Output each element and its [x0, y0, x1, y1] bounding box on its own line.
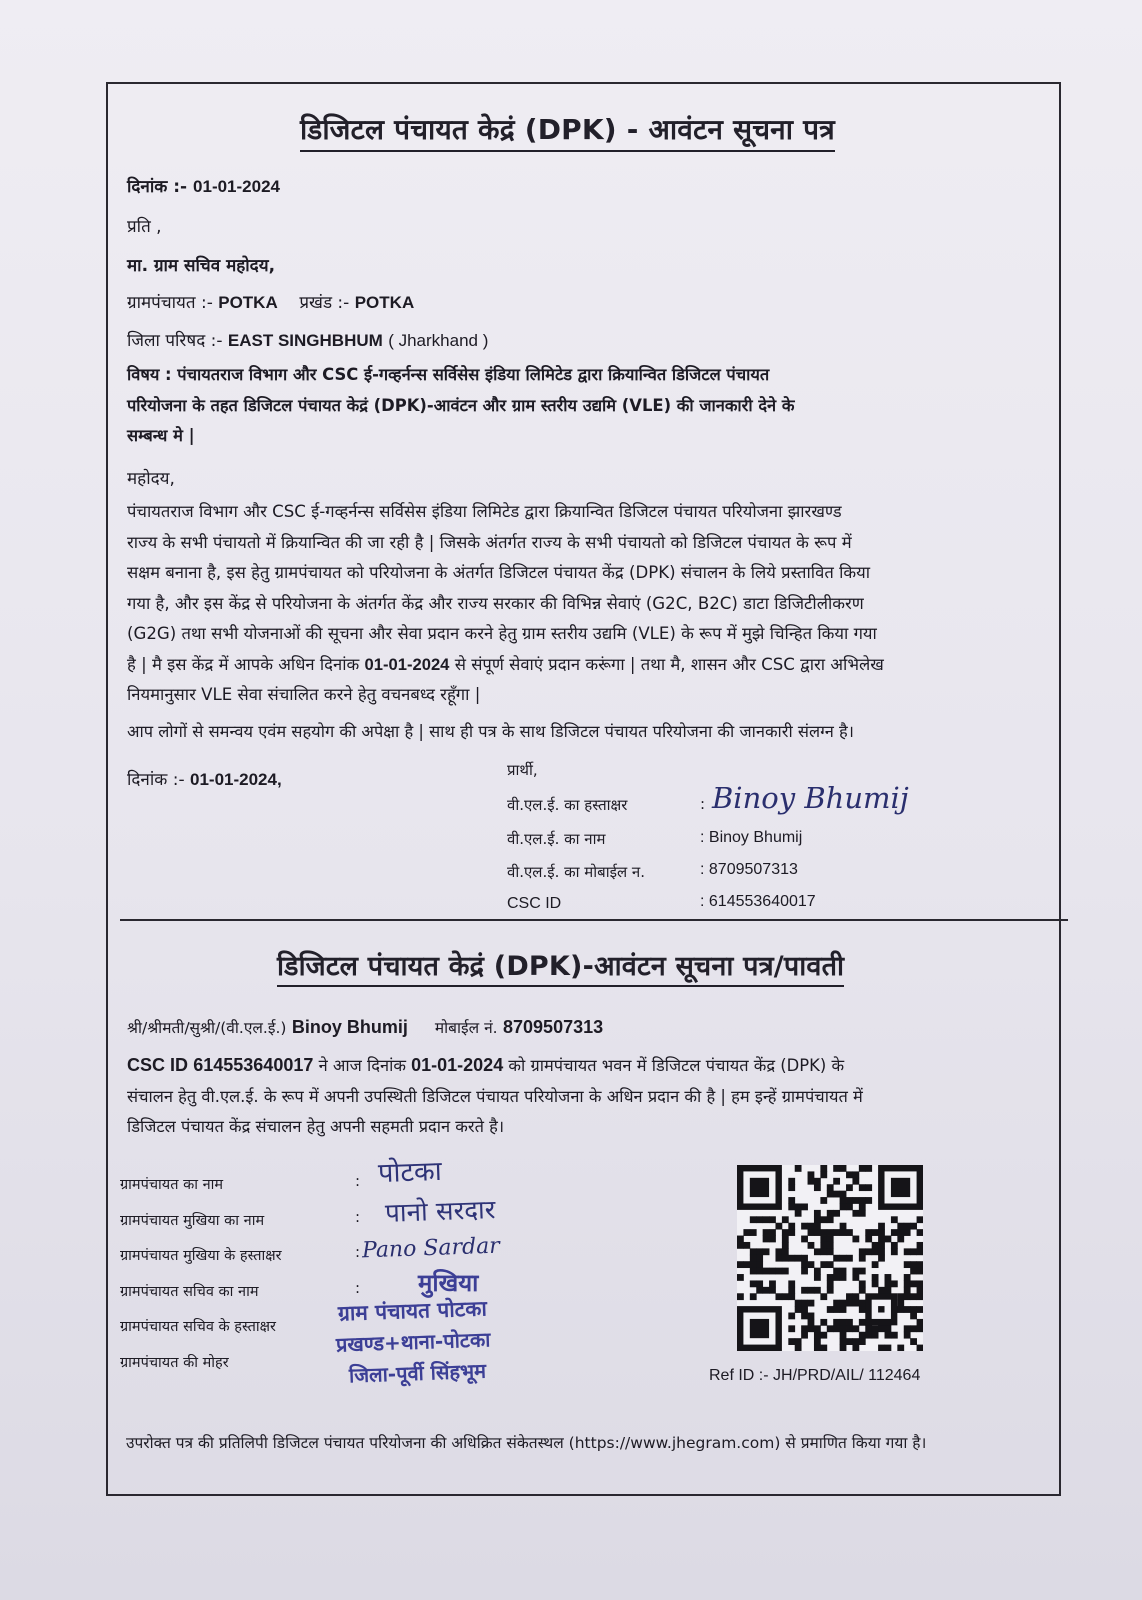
handwritten-mukhiya-name: पानो सरदार [384, 1195, 496, 1229]
vle-name-row: : Binoy Bhumij [700, 829, 803, 846]
colon: : [355, 1279, 361, 1297]
addressee: मा. ग्राम सचिव महोदय, [127, 256, 276, 276]
receipt-line: डिजिटल पंचायत केंद्र संचालन हेतु अपनी सहमती प्रदान करते है। [127, 1117, 505, 1136]
panchayat-block-line [127, 290, 414, 313]
mukhiya-signature: Pano Sardar [361, 1233, 501, 1264]
subject-line: सम्बन्ध मे | [127, 426, 195, 445]
body-line: गया है, और इस केंद्र से परियोजना के अंतर्गत केंद्र और राज्य सरकार की विभिन्न सेवाएं (G2C, B2C) डाटा डिजिटीलीकरण [127, 593, 864, 613]
stamp-line: ग्राम पंचायत पोटका [337, 1296, 488, 1326]
field-mukhiya-signature: ग्रामपंचायत मुखिया के हस्ताक्षर [120, 1248, 282, 1264]
receipt-date: 01-01-2024 [411, 1055, 504, 1075]
body-line: सक्षम बनाना है, इस हेतु ग्रामपंचायत को परियोजना के अंतर्गत डिजिटल पंचायत केंद्र (DPK) संचालन के लिये प्रस्तावित किया [127, 563, 871, 582]
receipt-paragraph [127, 1050, 863, 1143]
csc-id: 614553640017 [708, 893, 816, 910]
ref-id: Ref ID :- JH/PRD/AIL/ 112464 [709, 1367, 921, 1384]
field-secretary-name: ग्रामपंचायत सचिव का नाम [120, 1284, 259, 1300]
stamp-line: प्रखण्ड+थाना-पोटका [335, 1327, 491, 1357]
csc-id-row: : 614553640017 [700, 893, 816, 910]
body-line: पंचायतराज विभाग और CSC ई-गव्हर्नन्स सर्विसेस इंडिया लिमिटेड द्वारा क्रियान्वित डिजिटल पंचायत परियोजना झारखण्ड [127, 502, 842, 521]
prati-line: प्रति , [127, 217, 162, 237]
vle-name-label: वी.एल.ई. का नाम [507, 830, 606, 848]
receipt-title: डिजिटल पंचायत केद्रं (DPK)-आवंटन सूचना पत्र/पावती [277, 946, 844, 987]
notice-date-label: दिनांक :- [127, 177, 188, 197]
qr-code [737, 1165, 923, 1351]
colon: : [355, 1243, 361, 1261]
applicant-label: प्रार्थी, [507, 761, 538, 779]
vle-signature-label: वी.एल.ई. का हस्ताक्षर [507, 796, 628, 814]
body-date: 01-01-2024 [364, 654, 450, 674]
field-secretary-signature: ग्रामपंचायत सचिव के हस्ताक्षर [120, 1319, 276, 1335]
receipt-line: CSC ID 614553640017 ने आज दिनांक 01-01-2024 को ग्रामपंचायत भवन में डिजिटल पंचायत केंद्र (DPK) के [127, 1055, 845, 1075]
field-panchayat-seal: ग्रामपंचायत की मोहर [120, 1355, 229, 1371]
vle-mobile: 8709507313 [708, 861, 798, 878]
csc-id-label: CSC ID [507, 895, 562, 912]
district-line [127, 328, 488, 351]
panchayat-label: ग्रामपंचायत :- [127, 293, 213, 313]
section-divider [120, 919, 1068, 921]
stamp-line: मुखिया [418, 1269, 479, 1297]
mobile-label: मोबाईल नं. [434, 1019, 498, 1037]
notice-date-value: 01-01-2024 [193, 177, 280, 196]
body-line: नियमानुसार VLE सेवा संचालित करने हेतु वचनबध्द रहूँगा | [127, 685, 481, 704]
sign-date-value: 01-01-2024, [190, 770, 282, 789]
body-line: राज्य के सभी पंचायतो में क्रियान्वित की जा रही है | जिसके अंतर्गत राज्य के सभी पंचायतो को डिजिटल पंचायत के रूप में [127, 532, 852, 552]
subject-line: विषय : पंचायतराज विभाग और CSC ई-गव्हर्नन्स सर्विसेस इंडिया लिमिटेड द्वारा क्रियान्वित डिजिटल पंचायत [127, 365, 770, 384]
footer-note: उपरोक्त पत्र की प्रतिलिपी डिजिटल पंचायत परियोजना की अधिक्रित संकेतस्थल (https://www.jhegram.com) से प्रमाणित किया गया है। [126, 1434, 927, 1452]
honorific: श्री/श्रीमती/सुश्री/(वी.एल.ई.) [127, 1019, 287, 1037]
field-mukhiya-name: ग्रामपंचायत मुखिया का नाम [120, 1213, 265, 1229]
notice-title: डिजिटल पंचायत केद्रं (DPK) - आवंटन सूचना पत्र [300, 110, 835, 152]
vle-handwritten-signature: Binoy Bhumij [712, 781, 909, 815]
stamp-line: जिला-पूर्वी सिंहभूम [348, 1358, 487, 1388]
state-value: ( Jharkhand ) [388, 331, 489, 350]
vle-mobile-row: : 8709507313 [700, 861, 798, 878]
colon: : [355, 1172, 361, 1190]
qr-code-icon [737, 1165, 923, 1351]
receipt-vle-name: Binoy Bhumij [291, 1017, 408, 1037]
colon: : [355, 1208, 361, 1226]
receipt-vle-line [127, 1016, 603, 1038]
salutation: महोदय, [127, 469, 175, 489]
body-line: है | मै इस केंद्र में आपके अधिन दिनांक 01-01-2024 से संपूर्ण सेवाएं प्रदान करूंगा | तथा मै, शासन और CSC द्वारा अभिलेख [127, 654, 884, 674]
field-panchayat-name: ग्रामपंचायत का नाम [120, 1177, 224, 1193]
receipt-mobile: 8709507313 [503, 1017, 604, 1037]
sign-date-label: दिनांक :- [127, 770, 185, 790]
notice-date [127, 174, 280, 197]
body-line: (G2G) तथा सभी योजनाओं की सूचना और सेवा प्रदान करने हेतु ग्राम स्तरीय उद्यमि (VLE) के रूप में मुझे चिन्हित किया गया [127, 624, 877, 643]
receipt-line: संचालन हेतु वी.एल.ई. के रूप में अपनी उपस्थिती डिजिटल पंचायत परियोजना के अधिन प्रदान की है | हम इन्हें ग्रामपंचायत में [127, 1086, 863, 1106]
body-paragraph [127, 497, 884, 711]
handwritten-panchayat-name: पोटका [377, 1155, 443, 1190]
district-value: EAST SINGHBHUM [227, 331, 383, 350]
subject-line: परियोजना के तहत डिजिटल पंचायत केद्रं (DPK)-आवंटन और ग्राम स्तरीय उद्यमि (VLE) की जानकारी देने के [127, 395, 795, 415]
vle-mobile-label: वी.एल.ई. का मोबाईल न. [507, 863, 646, 881]
vle-name: Binoy Bhumij [708, 829, 803, 846]
block-label: प्रखंड :- [299, 293, 350, 313]
sign-date [127, 767, 282, 790]
block-value: POTKA [354, 293, 415, 312]
closing-line: आप लोगों से समन्वय एवंम सहयोग की अपेक्षा है | साथ ही पत्र के साथ डिजिटल पंचायत परियोजना की जानकारी संलग्न है। [127, 722, 854, 741]
colon: : [700, 795, 706, 813]
district-label: जिला परिषद :- [127, 331, 223, 351]
receipt-csc-id: 614553640017 [193, 1055, 314, 1075]
panchayat-value: POTKA [218, 293, 278, 312]
subject-block [127, 360, 794, 452]
